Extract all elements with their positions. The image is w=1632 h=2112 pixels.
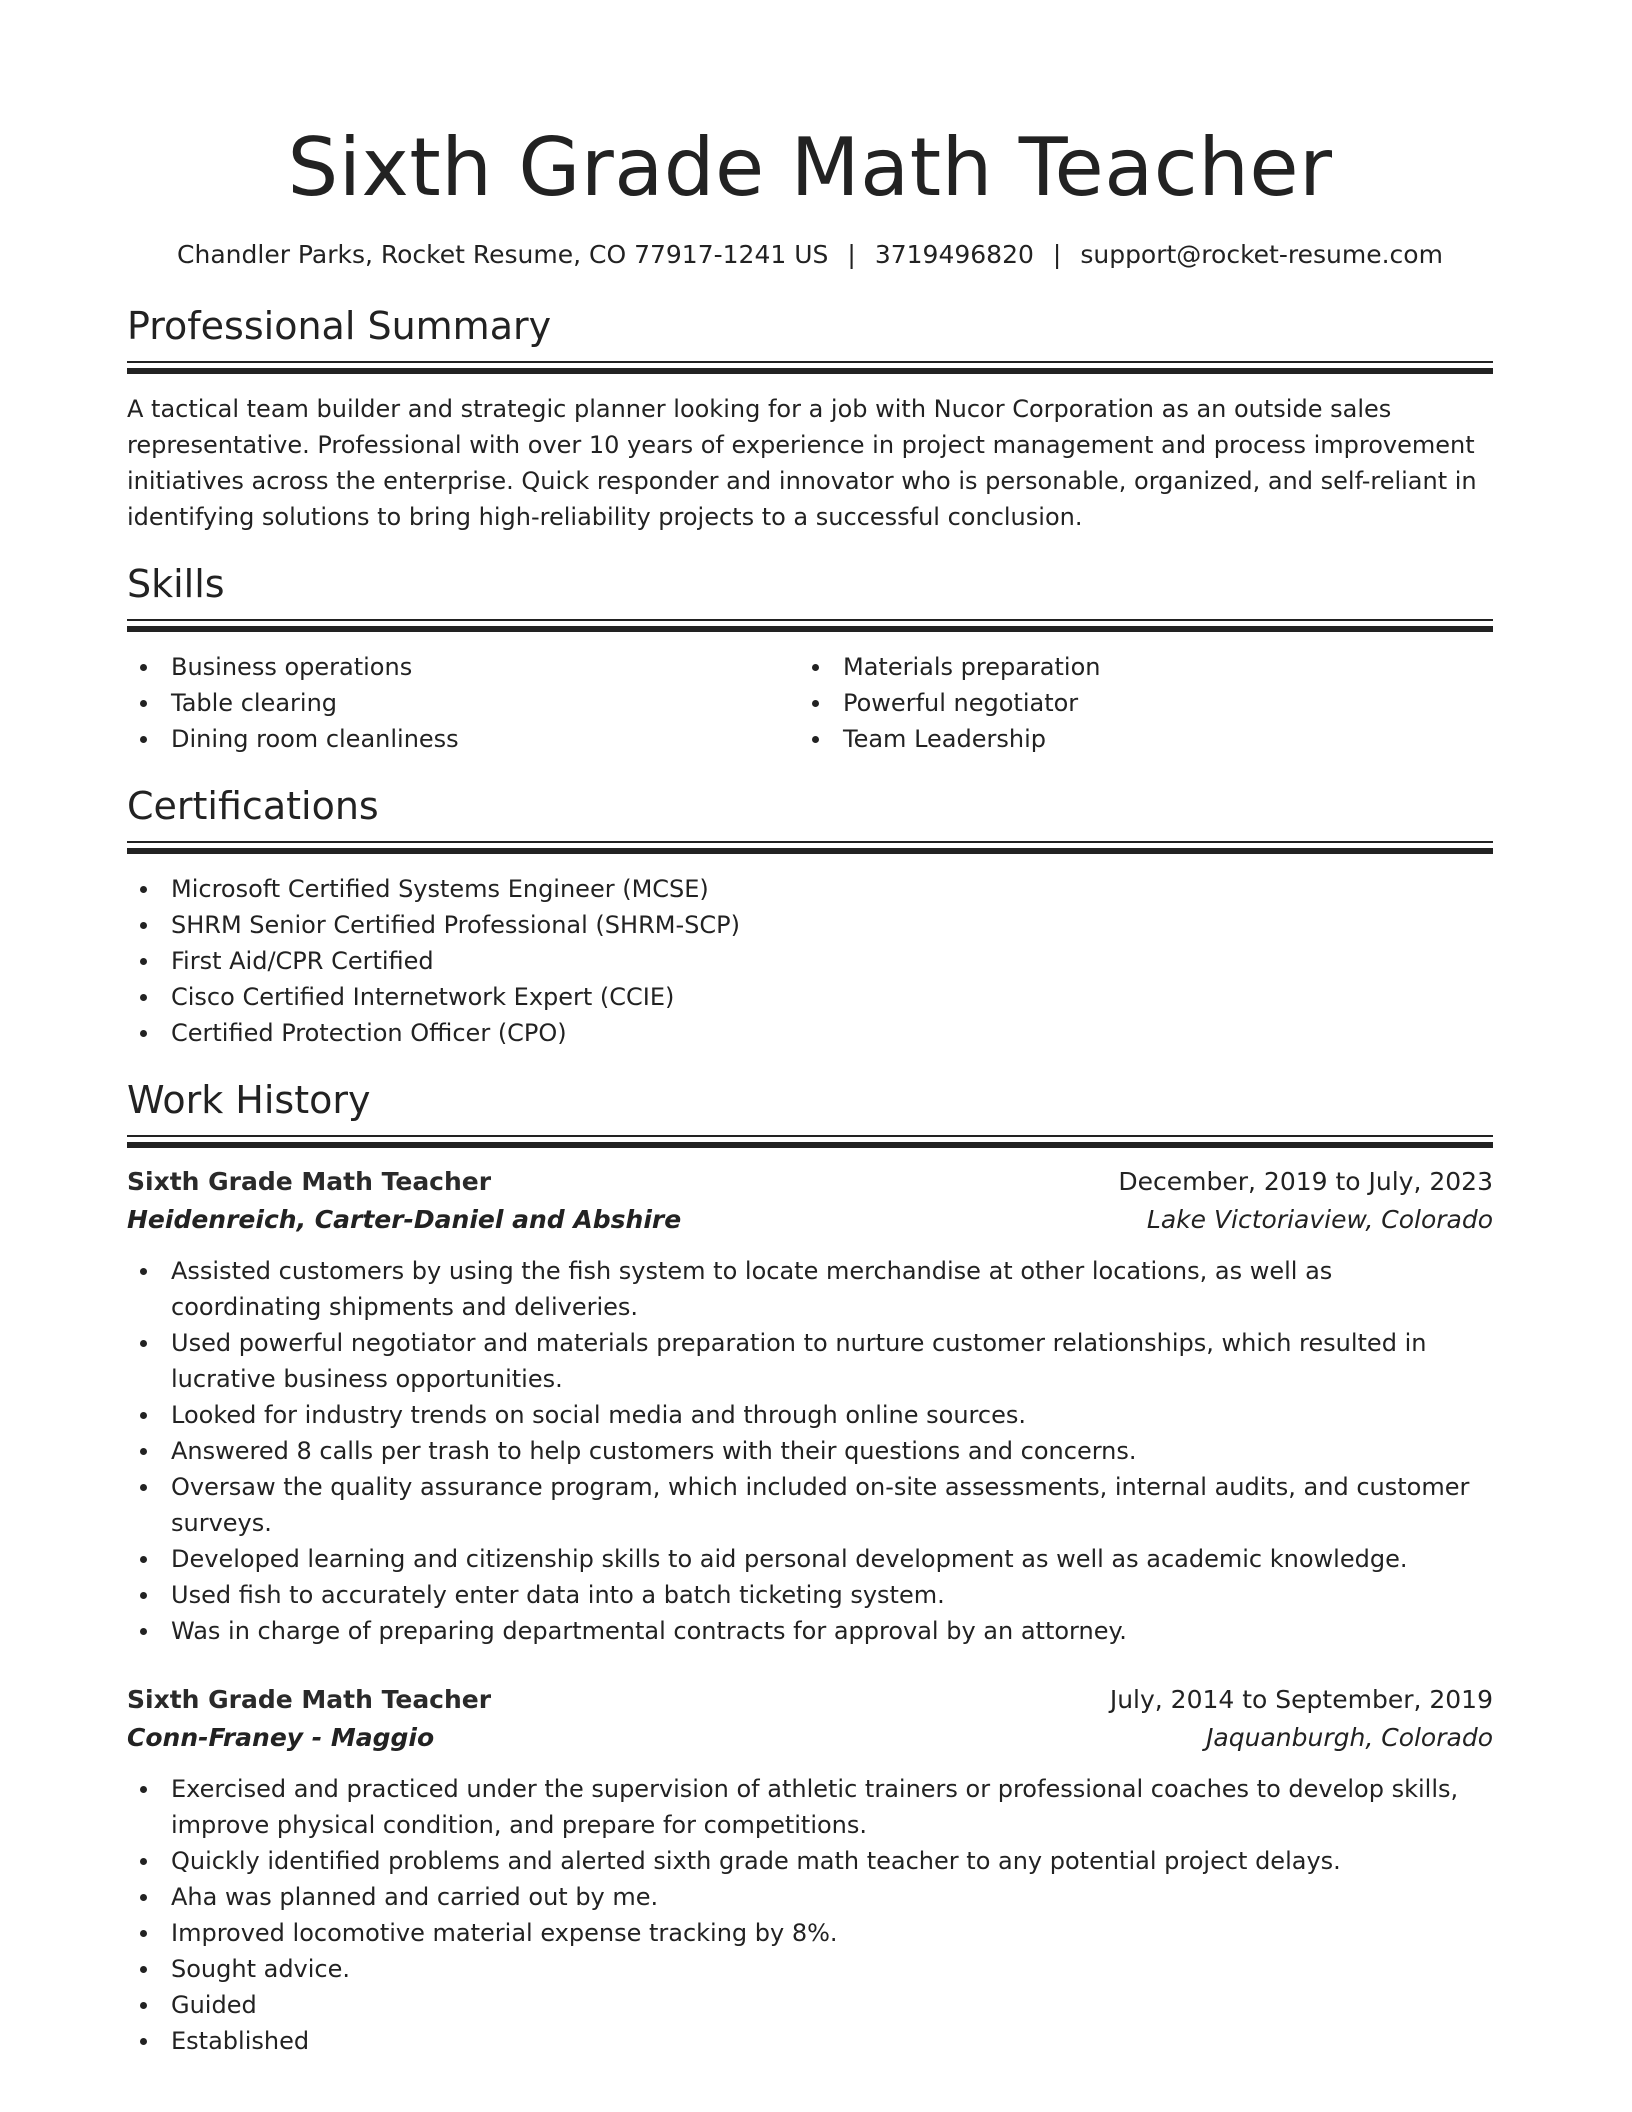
skills-section	[127, 561, 1493, 757]
section-divider	[127, 361, 1493, 377]
job-bullet: Improved locomotive material expense tracking by 8%.	[127, 1915, 1493, 1951]
job-dates: July, 2014 to September, 2019	[1109, 1685, 1493, 1714]
skill-item: Materials preparation	[799, 649, 1471, 685]
skill-item: Team Leadership	[799, 721, 1471, 757]
certifications-section	[127, 783, 1493, 1051]
job-subheader	[127, 1719, 1493, 1757]
job-bullet: Sought advice.	[127, 1951, 1493, 1987]
job-bullet: Aha was planned and carried out by me.	[127, 1879, 1493, 1915]
section-title-summary: Professional Summary	[127, 304, 552, 348]
job-subheader	[127, 1201, 1493, 1239]
section-title-work-history: Work History	[127, 1078, 371, 1122]
skill-item: Powerful negotiator	[799, 685, 1471, 721]
job-bullet: Guided	[127, 1987, 1493, 2023]
job-bullet: Was in charge of preparing departmental contracts for approval by an attorney.	[127, 1613, 1493, 1649]
job-bullet: Looked for industry trends on social media and through online sources.	[127, 1397, 1493, 1433]
skill-item: Business operations	[127, 649, 799, 685]
skill-item: Table clearing	[127, 685, 799, 721]
job-entry	[127, 1163, 1493, 1649]
contact-address: Chandler Parks, Rocket Resume, CO 77917-1241 US	[177, 240, 829, 269]
contact-separator: |	[1052, 240, 1062, 269]
summary-text: A tactical team builder and strategic planner looking for a job with Nucor Corporation as an outside sales representative. Professional with over 10 years of experience in project management and process improvement initiatives across the enterprise. Quick responder and innovator who is personable, organized, and self-reliant in identifying solutions to bring high-reliability projects to a successful conclusion.	[127, 395, 1477, 531]
contact-email: support@rocket-resume.com	[1080, 240, 1443, 269]
job-bullet: Developed learning and citizenship skills to aid personal development as well as academic knowledge.	[127, 1541, 1493, 1577]
contact-separator: |	[847, 240, 856, 269]
job-bullet: Used powerful negotiator and materials preparation to nurture customer relationships, which resulted in lucrative business opportunities.	[127, 1325, 1493, 1397]
section-divider	[127, 619, 1493, 635]
job-bullet: Oversaw the quality assurance program, which included on-site assessments, internal audits, and customer surveys.	[127, 1469, 1493, 1541]
contact-phone: 3719496820	[874, 240, 1034, 269]
certification-item: Microsoft Certified Systems Engineer (MCSE)	[127, 871, 1493, 907]
job-bullet: Established	[127, 2023, 1493, 2059]
resume-name: Sixth Grade Math Teacher	[287, 121, 1333, 214]
work-history-section	[127, 1077, 1493, 2059]
skill-item: Dining room cleanliness	[127, 721, 799, 757]
job-bullet: Assisted customers by using the fish system to locate merchandise at other locations, as well as coordinating shipments and deliveries.	[127, 1253, 1493, 1325]
certification-item: SHRM Senior Certified Professional (SHRM-SCP)	[127, 907, 1493, 943]
job-header	[127, 1163, 1493, 1201]
section-title-certifications: Certifications	[127, 784, 379, 828]
job-bullet: Used fish to accurately enter data into a batch ticketing system.	[127, 1577, 1493, 1613]
job-bullet: Exercised and practiced under the supervision of athletic trainers or professional coaches to develop skills, improve physical condition, and prepare for competitions.	[127, 1771, 1493, 1843]
job-bullet: Quickly identified problems and alerted sixth grade math teacher to any potential project delays.	[127, 1843, 1493, 1879]
skills-column-left	[127, 649, 799, 757]
contact-line	[127, 240, 1493, 270]
job-header	[127, 1681, 1493, 1719]
job-title: Sixth Grade Math Teacher	[127, 1167, 492, 1196]
job-company: Heidenreich, Carter-Daniel and Abshire	[127, 1205, 682, 1234]
job-bullet: Answered 8 calls per trash to help customers with their questions and concerns.	[127, 1433, 1493, 1469]
job-title: Sixth Grade Math Teacher	[127, 1685, 492, 1714]
job-dates: December, 2019 to July, 2023	[1118, 1167, 1493, 1196]
section-title-skills: Skills	[127, 562, 225, 606]
skills-column-right	[799, 649, 1471, 757]
section-divider	[127, 841, 1493, 857]
job-company: Conn-Franey - Maggio	[127, 1723, 435, 1752]
summary-section	[127, 303, 1493, 535]
resume-page	[127, 0, 1493, 2059]
job-entry	[127, 1681, 1493, 2059]
certification-item: Cisco Certified Internetwork Expert (CCIE)	[127, 979, 1493, 1015]
skills-columns	[127, 649, 1493, 757]
job-bullets	[127, 1253, 1493, 1649]
section-divider	[127, 1135, 1493, 1151]
certifications-list	[127, 871, 1493, 1051]
certification-item: Certified Protection Officer (CPO)	[127, 1015, 1493, 1051]
certification-item: First Aid/CPR Certified	[127, 943, 1493, 979]
job-location: Jaquanburgh, Colorado	[1206, 1723, 1493, 1752]
job-location: Lake Victoriaview, Colorado	[1146, 1205, 1493, 1234]
job-bullets	[127, 1771, 1493, 2059]
